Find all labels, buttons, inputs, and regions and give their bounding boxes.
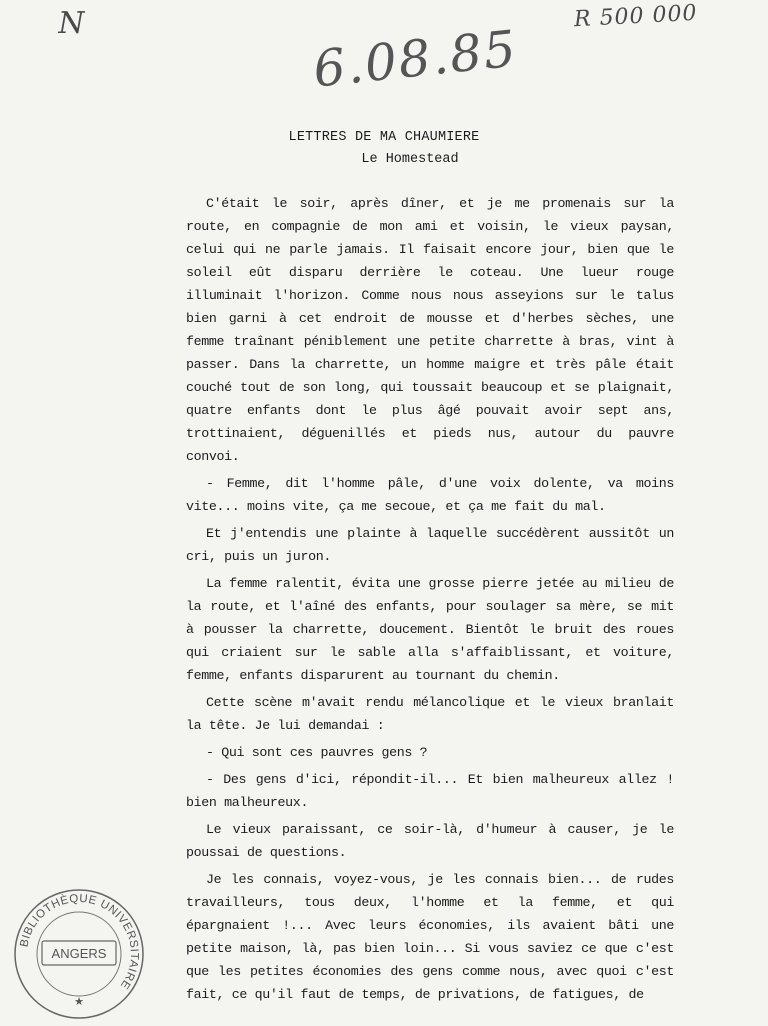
paragraph: Et j'entendis une plainte à laquelle succédèrent aussitôt un cri, puis un juron. (186, 526, 674, 564)
paragraph: - Des gens d'ici, répondit-il... Et bien malheureux allez ! bien malheureux. (186, 772, 674, 810)
paragraph: Cette scène m'avait rendu mélancolique et le vieux branlait la tête. Je lui demandai : (186, 695, 674, 733)
handwritten-corner-mark: N (54, 6, 88, 41)
paragraph: Je les connais, voyez-vous, je les connais bien... de rudes travailleurs, tous deux, l'homme et la femme, et qui épargnaient !... Avec leurs économies, ils avaient bâti une petite maison, là, pas bien loin... Si vous saviez ce que c'est que les petites économies des gens comme nous, avec quoi c'est fait, ce qu'il faut de temps, de privations, de fatigues, de (186, 872, 674, 1002)
document-subtitle: Le Homestead (361, 152, 459, 167)
library-stamp-graphic (12, 887, 146, 1021)
stamp-arc-text: BIBLIOTHÈQUE UNIVERSITAIRE (18, 892, 141, 992)
paragraph: Le vieux paraissant, ce soir-là, d'humeur à causer, je le poussai de questions. (186, 822, 674, 860)
library-stamp (12, 887, 146, 1021)
stamp-star-icon: ★ (74, 996, 84, 1008)
paragraph: - Qui sont ces pauvres gens ? (206, 745, 428, 760)
document-title: LETTRES DE MA CHAUMIERE (288, 130, 480, 145)
paragraph: C'était le soir, après dîner, et je me promenais sur la route, en compagnie de mon ami et voisin, le vieux paysan, celui qui ne parle jamais. Il faisait encore jour, bien que le soleil eût disparu derrière le coteau. Une lueur rouge illuminait l'horizon. Comme nous nous asseyions sur le talus bien garni à cet endroit de mousse et d'herbes sèches, une femme traînant péniblement une petite charrette à bras, vint à passer. Dans la charrette, un homme maigre et très pâle était couché tout de son long, qui toussait beaucoup et se plaignait, quatre enfants dont le plus âgé pouvait avoir sept ans, trottinaient, déguenillés et pieds nus, autour du pauvre convoi. (186, 196, 674, 464)
document-body (186, 192, 674, 1006)
paragraph: - Femme, dit l'homme pâle, d'une voix dolente, va moins vite... moins vite, ça me secoue, et ça me fait du mal. (186, 476, 674, 514)
stamp-center-text: ANGERS (51, 946, 107, 961)
handwritten-date: 6.08.85 (310, 19, 521, 99)
paragraph: La femme ralentit, évita une grosse pierre jetée au milieu de la route, et l'aîné des enfants, pour soulager sa mère, se mit à pousser la charrette, doucement. Bientôt le bruit des roues qui criaient sur le sable alla s'affaiblissant, et voiture, femme, enfants disparurent au tournant du chemin. (186, 576, 674, 683)
handwritten-reference: R 500 000 (573, 0, 699, 33)
